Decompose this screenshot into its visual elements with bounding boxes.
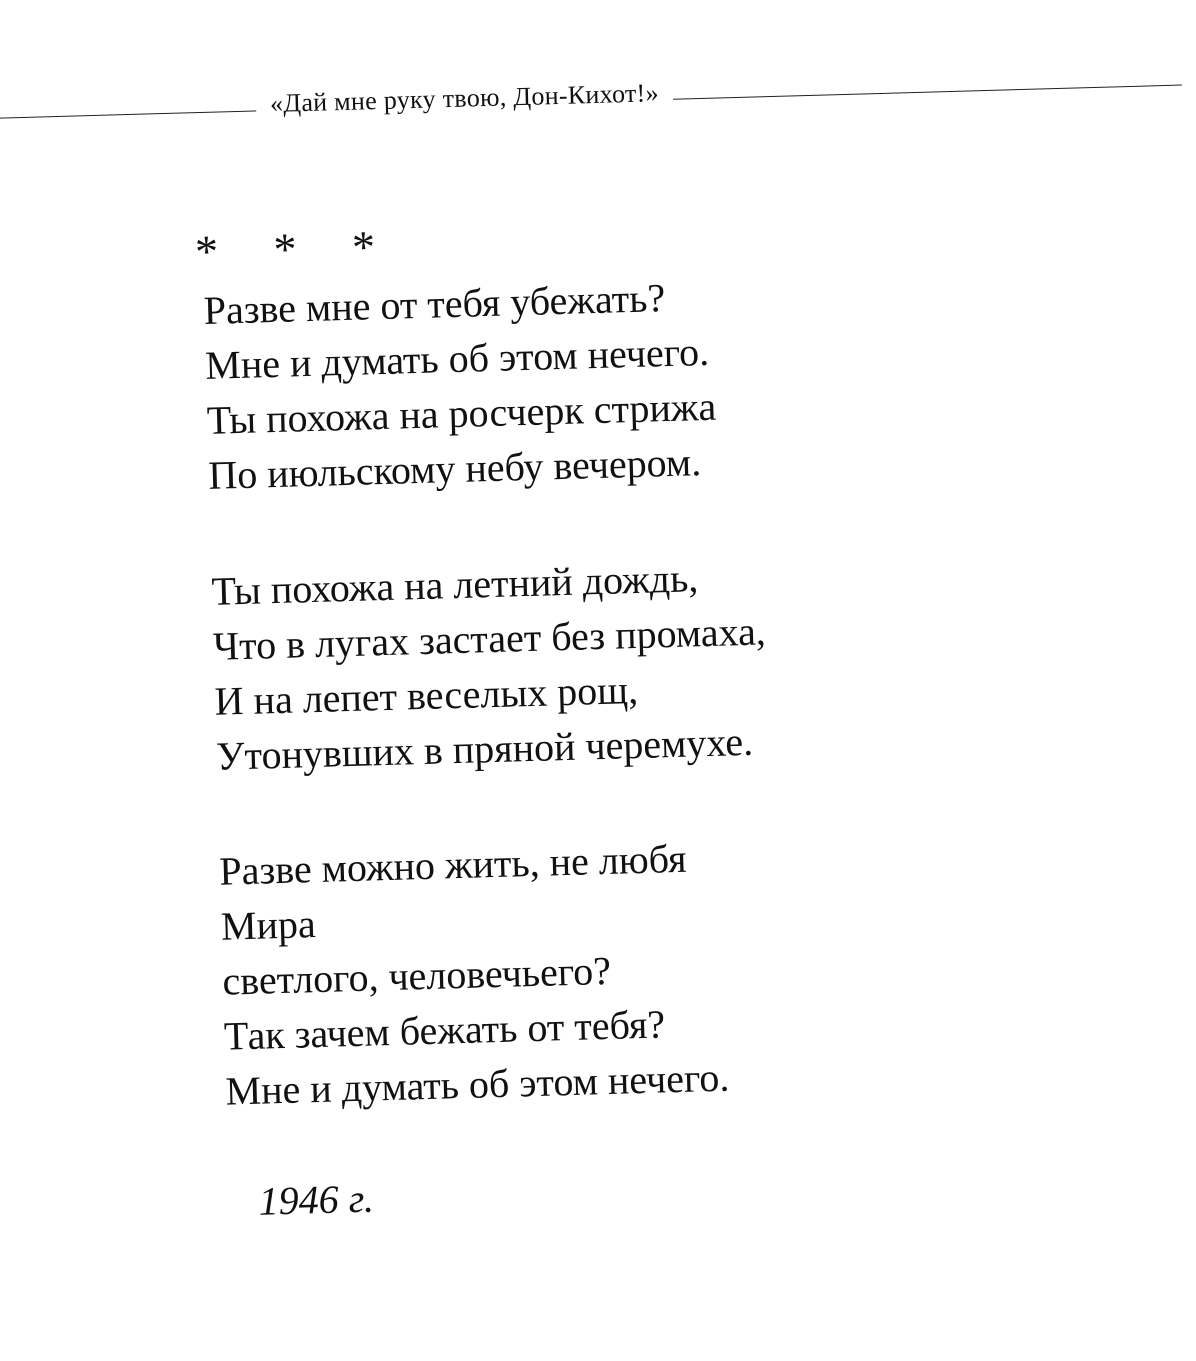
poem-line: светлого, человечьего? [221,947,612,1004]
poem-line: Разве можно жить, не любя [218,835,687,894]
poem-line: Так зачем бежать от тебя? [223,1001,666,1059]
stanza-3 [219,830,730,1119]
poem-line: Что в лугах застает без промаха, [212,608,767,669]
running-head [0,64,1182,127]
stanza-1 [203,269,718,503]
poem-line: Утонувших в пряной черемухе. [215,718,754,779]
section-separator: * * * [194,220,398,278]
header-rule-left [0,110,256,119]
poem-line: Ты похожа на летний дождь, [210,555,699,614]
poem-line: По июльскому небу вечером. [207,439,702,498]
poem-line: Мира [220,901,317,949]
poem-date: 1946 г. [258,1175,375,1224]
running-title: «Дай мне руку твою, Дон-Кихот!» [269,78,660,119]
stanza-2 [211,548,770,783]
poem-line: И на лепет веселых рощ, [214,666,639,724]
poem-line: Ты похожа на росчерк стрижа [206,383,717,443]
header-rule-right [673,84,1182,99]
poem-line: Мне и думать об этом нечего. [224,1054,730,1114]
poem-line: Разве мне от тебя убежать? [203,275,666,333]
poem-line: Мне и думать об этом нечего. [204,328,710,388]
